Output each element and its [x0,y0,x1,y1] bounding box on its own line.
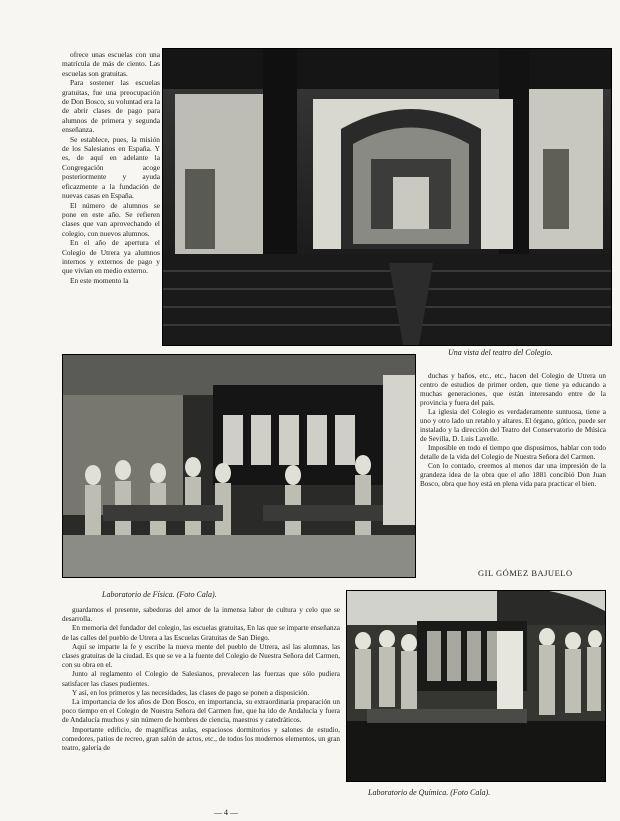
bottom-paragraph: Y así, en los primeros y las necesidades, las clases de pago se ponen a disposición. [72,688,310,697]
right-paragraph: Imposible en todo el tiempo que dispusimos, hablar con todo detalle de la vida del Colegio de Nuestra Señora del Carmen. [420,444,606,461]
bottom-paragraph: La importancia de los años de Don Bosco, en importancia, su extraordinaria preparación un poco tiempo en el Colegio de Nuestra Señora del Carmen fue, que ha ido de Andalucía y fuera de Andalucía muchos y sin número de hombres de ciencia, maestros y catedráticos. [62,698,340,725]
intro-paragraph: En el año de apertura el Colegio de Utrera ya alumnos internos y externos de pago y que vivían en medio externo. [62,238,160,276]
bottom-text [62,606,340,802]
intro-column [62,50,160,350]
intro-paragraph: Se establece, pues, la misión de los Salesianos en España. Y es, de aquí en adelante la Congregación acoge posteriormente y ayuda eficazmente a la fundación de nuevas casas en España. [62,134,160,201]
intro-paragraph: El número de alumnos se pone en este año. Se refieren clases que van aprovechando el colegio, con nuevos alumnos. [62,200,160,238]
bottom-paragraph: guardamos el presente, sabedoras del amor de la inmensa labor de cultura y celo que se desarrolla. [62,606,340,624]
physics-lab-photo [62,354,416,578]
bottom-paragraph: Importante edificio, de magníficas aulas, espaciosos dormitorios y salones de estudio, comedores, patios de recreo, gran salón de actos, etc., de todos los modernos elementos, un gran teatro, galería de [62,725,340,753]
right-paragraph: duchas y baños, etc., etc., hacen del Colegio de Utrera un centro de estudios de primer orden, que tiene ya educando a muchas generaciones, que están interesando entre de la provincia y fuera del país. [420,372,606,407]
intro-paragraph: Para sostener las escuelas gratuitas, fue una preocupación de Don Bosco, su voluntad era la de abrir clases de pago para alumnos de primera y segunda enseñanza. [62,78,160,135]
author-signature: GIL GÓMEZ BAJUELO [478,568,573,578]
physics-lab-caption: Laboratorio de Física. (Foto Cala). [102,590,217,599]
intro-paragraph: ofrece unas escuelas con una matrícula de más de ciento. Las escuelas son gratuitas. [62,50,160,78]
right-column [420,372,606,568]
bottom-paragraph: Aquí se imparte la fe y escribe la nueva mente del pueblo de Utrera, así las alumnas, las clases gratuitas de la ciudad. Es que se ve a la fuente del Colegio de Nuestra Señora del Carmen, con su obra en el. [62,642,340,670]
chemistry-lab-photo [346,590,606,782]
theater-photo [162,48,612,346]
theater-caption: Una vista del teatro del Colegio. [448,348,553,357]
intro-paragraph: En este momento la [70,275,129,285]
bottom-paragraph: En memoria del fundador del colegio, las escuelas gratuitas, En las que se imparte enseñanza de las calles del pueblo de Utrera a las Escuelas Gratuitas de San Diego. [62,624,340,642]
chemistry-lab-caption: Laboratorio de Química. (Foto Cala). [368,788,491,797]
right-paragraph: La iglesia del Colegio es verdaderamente suntuosa, tiene a uno y otro lado un retablo y altares. El órgano, gótico, puede ser instalado y la dirección del Teatro del Conservatorio de Música de Sevilla, D. Luis Lavelle. [420,408,606,443]
bottom-paragraph: Junto al reglamento el Colegio de Salesianos, prevalecen las fuerzas que sólo pudiera satisfacer las clases pudientes. [62,670,340,688]
page-number: — 4 — [214,808,238,817]
right-paragraph: Con lo contado, creemos al menos dar una impresión de la grandeza idea de la obra que el año 1881 concibió Don Juan Bosco, obra que hoy está en plena vida para practicar el bien. [420,462,606,488]
